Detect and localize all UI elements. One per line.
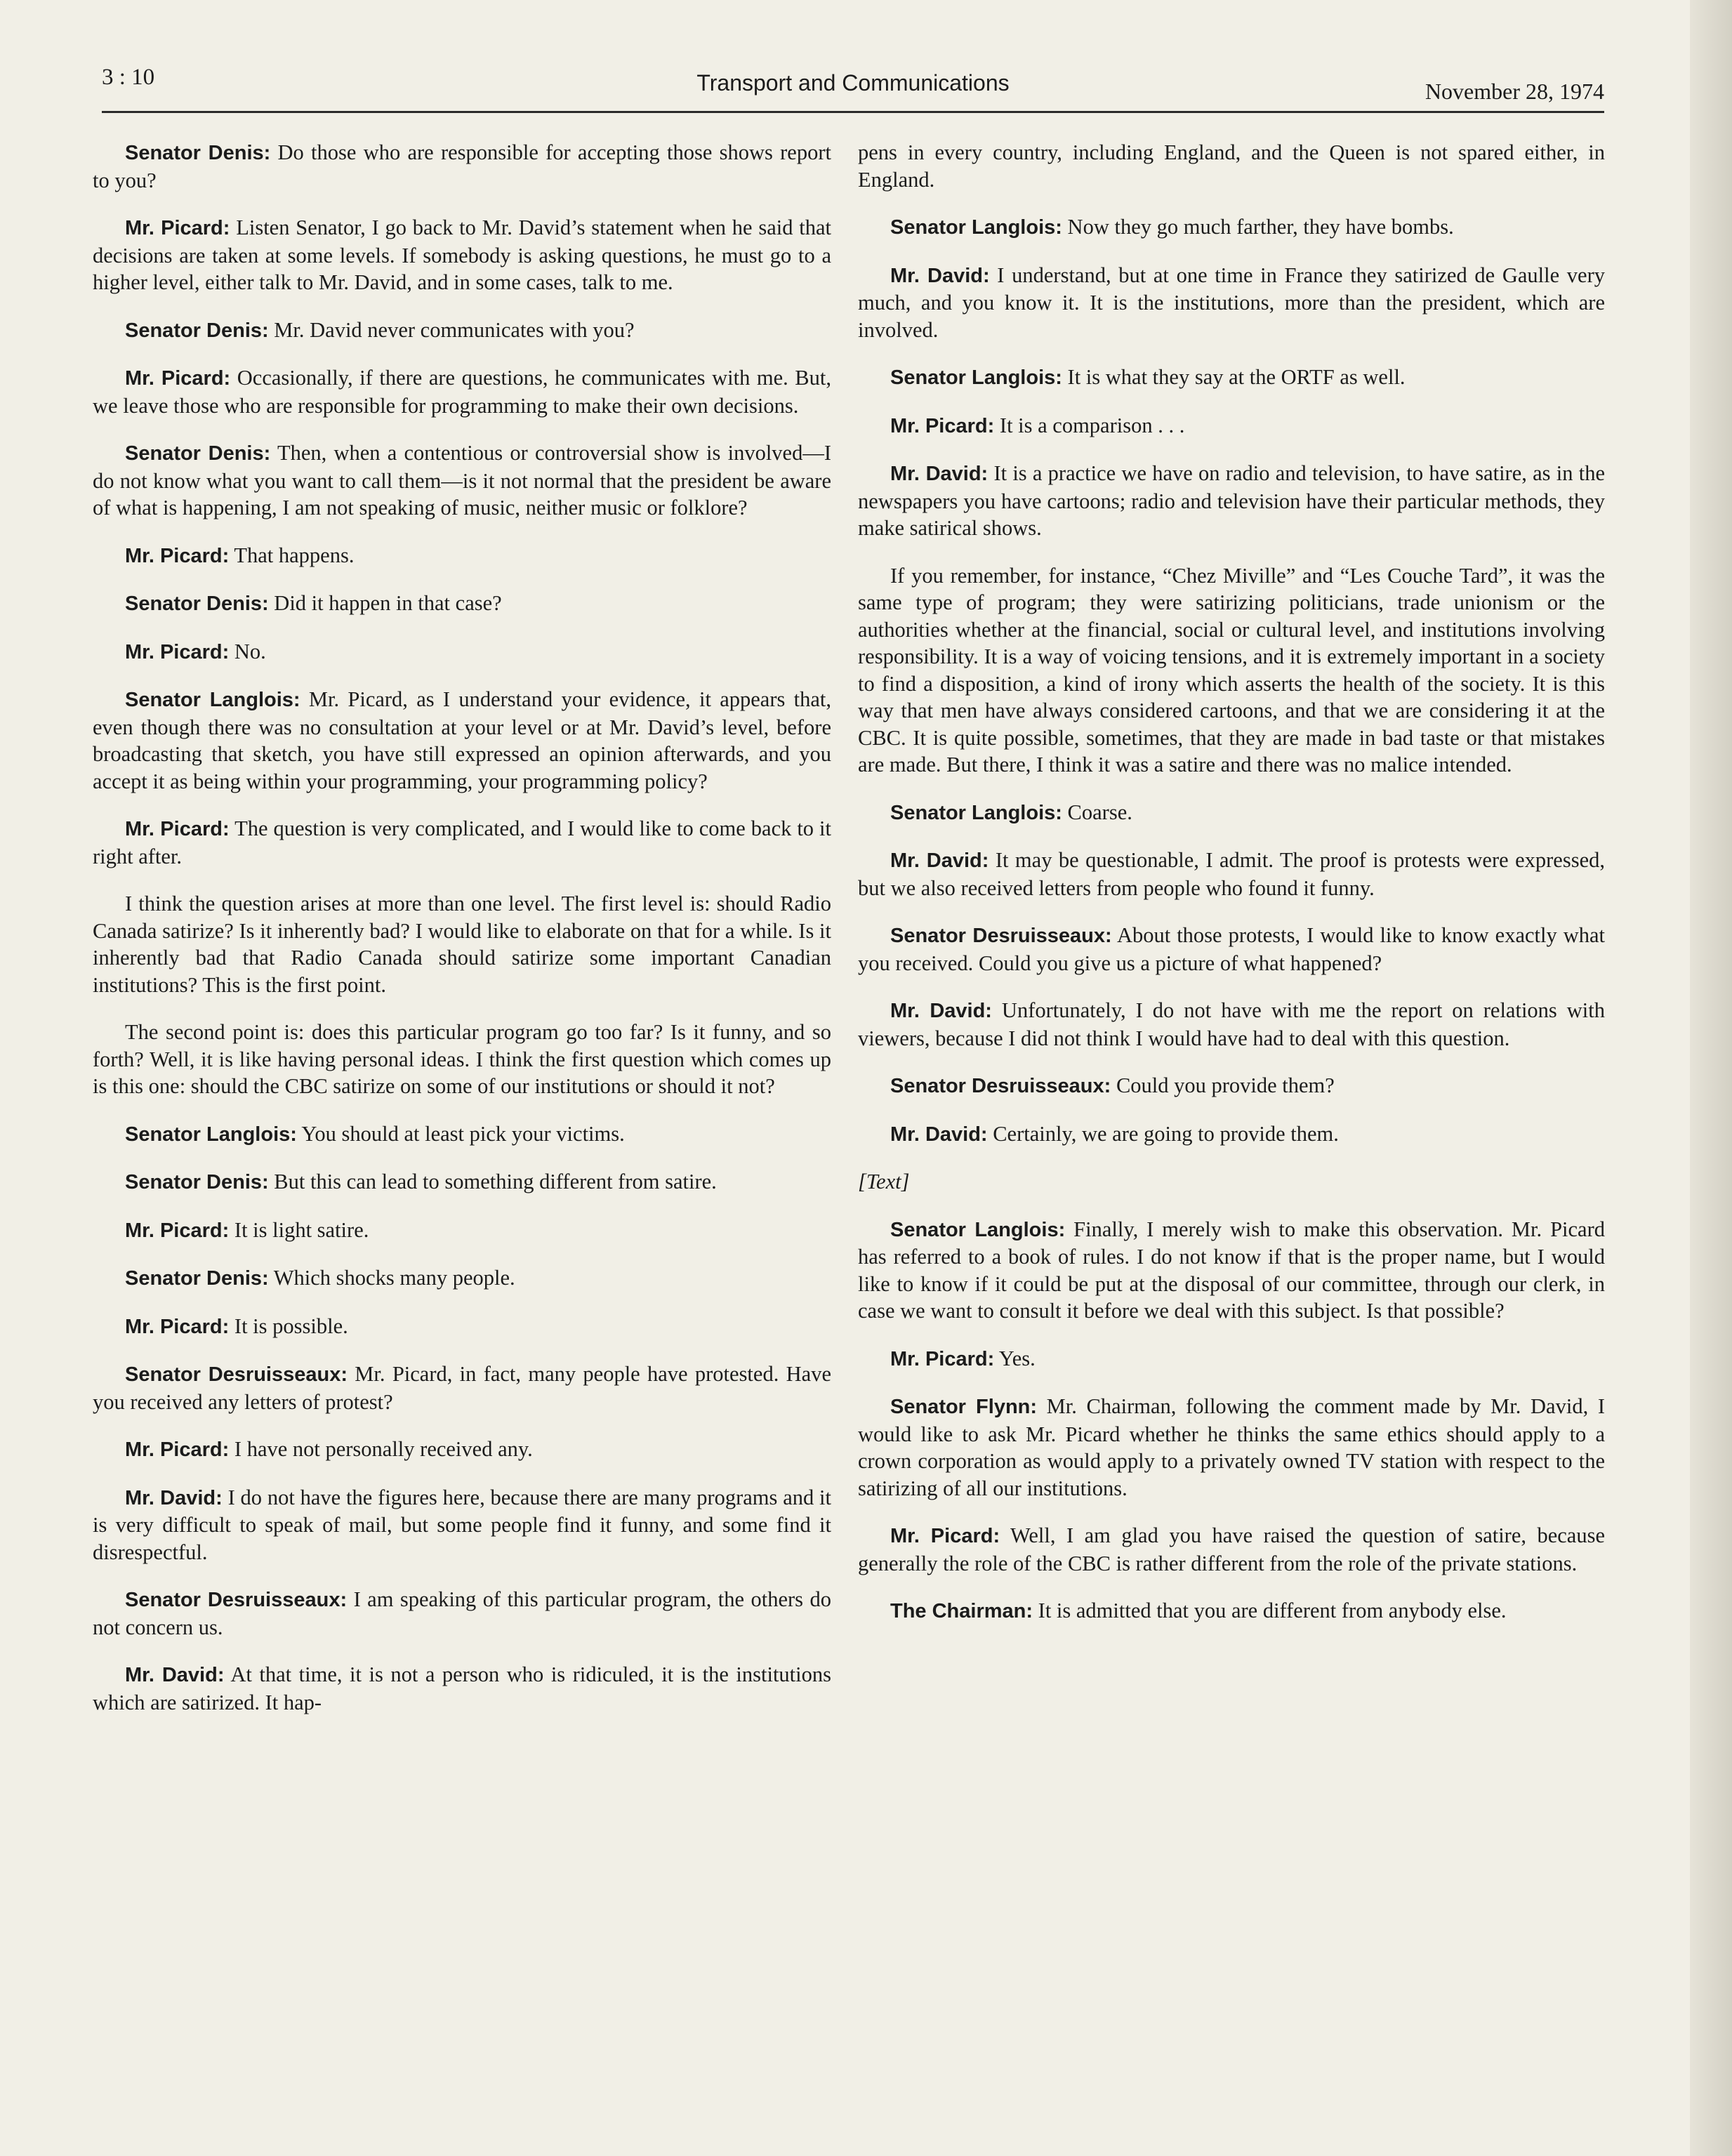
transcript-paragraph [858, 460, 1605, 542]
paragraph-text: pens in every country, including England, and the Queen is not spared either, in England. [858, 140, 1605, 192]
paragraph-text: Did it happen in that case? [268, 591, 502, 615]
transcript-paragraph [93, 1361, 831, 1415]
paragraph-text: Finally, I merely wish to make this observation. Mr. Picard has referred to a book of rules. I do not know if that is the proper name, but I would like to know if it could be put at the disposal of our committee, through our clerk, in case we want to consult it before we deal with this subject. Is that possible? [858, 1217, 1606, 1323]
paragraph-text: Certainly, we are going to provide them. [987, 1121, 1339, 1146]
speaker-name: Senator Denis: [125, 142, 271, 164]
transcript-paragraph [858, 1597, 1605, 1625]
speaker-name: The Chairman: [890, 1600, 1033, 1622]
transcript-paragraph [93, 1019, 831, 1100]
paragraph-text: I am speaking of this particular program, the others do not concern us. [93, 1587, 831, 1639]
speaker-name: Mr. Picard: [890, 1525, 1000, 1547]
transcript-paragraph [93, 1120, 831, 1149]
transcript-paragraph [858, 847, 1605, 901]
paragraph-text: I do not have the figures here, because there are many programs and it is very difficult to speak of mail, but some people find it funny, and some find it disrespectful. [93, 1485, 831, 1564]
speaker-name: Mr. Picard: [125, 1439, 230, 1461]
speaker-name: Mr. David: [890, 1000, 992, 1022]
transcript-paragraph [858, 364, 1605, 392]
left-column [93, 139, 831, 1736]
paragraph-text: Listen Senator, I go back to Mr. David’s statement when he said that decisions are taken at some levels. If somebody is asking questions, he must go to a higher level, either talk to Mr. David, and in some cases, talk to me. [93, 216, 831, 294]
transcript-paragraph [858, 799, 1605, 827]
transcript-paragraph [858, 262, 1605, 344]
speaker-name: Mr. Picard: [125, 1315, 230, 1338]
page-edge [1690, 0, 1732, 2156]
speaker-name: Senator Langlois: [125, 689, 300, 711]
paragraph-text: Mr. Chairman, following the comment made by Mr. David, I would like to ask Mr. Picard whether he thinks the same ethics should apply to a crown corporation as would apply to a privately owned TV station with respect to the satirizing of all our institutions. [858, 1394, 1605, 1500]
paragraph-text: Occasionally, if there are questions, he communicates with me. But, we leave those who are responsible for programming to make their own decisions. [93, 366, 831, 418]
paragraph-text: Yes. [994, 1346, 1036, 1370]
speaker-name: Senator Langlois: [125, 1123, 297, 1146]
transcript-paragraph [858, 139, 1605, 193]
paragraph-text: The second point is: does this particular program go too far? Is it funny, and so forth? Well, it is like having personal ideas. I think the first question which comes up is this one: should the CBC satirize on some of our institutions or should it not? [93, 1020, 831, 1098]
transcript-paragraph [93, 1313, 831, 1341]
speaker-name: Mr. Picard: [125, 217, 230, 239]
paragraph-text: It is admitted that you are different from anybody else. [1033, 1599, 1507, 1622]
speaker-name: Senator Flynn: [890, 1396, 1038, 1418]
speaker-name: Mr. Picard: [890, 414, 995, 437]
transcript-paragraph [93, 686, 831, 795]
page-header [102, 65, 1604, 113]
speaker-name: Senator Langlois: [890, 216, 1062, 239]
paragraph-text: That happens. [229, 543, 355, 567]
transcript-paragraph [93, 815, 831, 870]
speaker-name: Senator Langlois: [890, 366, 1062, 389]
transcript-paragraph [858, 1345, 1605, 1373]
speaker-name: Mr. David: [890, 264, 990, 287]
paragraph-text: Now they go much farther, they have bombs. [1062, 215, 1454, 239]
paragraph-text: About those protests, I would like to know exactly what you received. Could you give us a picture of what happened? [858, 923, 1605, 975]
speaker-name: Senator Denis: [125, 442, 271, 465]
speaker-name: Senator Langlois: [890, 1218, 1066, 1241]
speaker-name: Mr. David: [125, 1664, 225, 1686]
transcript-paragraph [93, 638, 831, 666]
transcript-paragraph [858, 1522, 1605, 1577]
transcript-paragraph [93, 1264, 831, 1292]
speaker-name: Mr. David: [890, 1123, 988, 1146]
paragraph-text: Then, when a contentious or controversial show is involved—I do not know what you want to call them—is it not normal that the president be aware of what is happening, I am not speaking of music, neither music or folklore? [93, 441, 831, 520]
paragraph-text: Which shocks many people. [268, 1266, 515, 1290]
transcript-paragraph [93, 1436, 831, 1464]
paragraph-text: I understand, but at one time in France they satirized de Gaulle very much, and you know it. It is the institutions, more than the president, which are involved. [858, 263, 1605, 342]
paragraph-text: No. [229, 639, 266, 663]
transcript-paragraph [858, 922, 1605, 977]
transcript-paragraph [858, 997, 1605, 1052]
paragraph-text: It is a comparison . . . [994, 413, 1185, 437]
transcript-paragraph [858, 562, 1605, 779]
paragraph-text: I have not personally received any. [229, 1437, 533, 1461]
transcript-paragraph [93, 439, 831, 522]
transcript-paragraph [93, 1586, 831, 1641]
transcript-paragraph [93, 542, 831, 570]
transcript-paragraph [858, 1216, 1605, 1325]
speaker-name: Senator Denis: [125, 1171, 269, 1193]
speaker-name: Mr. Picard: [125, 1219, 230, 1242]
paragraph-text: If you remember, for instance, “Chez Miville” and “Les Couche Tard”, it was the same type of program; they were satirizing politicians, trade unionism or the authorities whether at the financial, social or cultural level, and institutions involving responsibility. It is a way of voicing tensions, and it is extremely important in a society to find a disposition, a kind of irony which asserts the health of the society. It is this way that men have always considered cartoons, and that we are considering it at the CBC. It is quite possible, sometimes, that they are made in bad taste or that mistakes are made. But there, I think it was a satire and there was no malice intended. [858, 563, 1605, 776]
paragraph-text: Mr. Picard, as I understand your evidence, it appears that, even though there was no consultation at your level or at Mr. David’s level, before broadcasting that sketch, you have still expressed an opinion afterwards, and you accept it as being within your programming, your programming policy? [93, 687, 831, 793]
speaker-name: Mr. Picard: [890, 1347, 995, 1370]
running-title: Transport and Communications [696, 70, 1010, 95]
speaker-name: Mr. David: [890, 849, 989, 872]
speaker-name: Mr. Picard: [125, 367, 231, 390]
speaker-name: Senator Denis: [125, 319, 269, 342]
transcript-paragraph [858, 412, 1605, 440]
paragraph-text: Unfortunately, I do not have with me the report on relations with viewers, because I did not think I would have had to deal with this question. [858, 998, 1605, 1050]
speaker-name: Mr. David: [125, 1486, 223, 1509]
transcript-paragraph [93, 1168, 831, 1196]
paragraph-text: At that time, it is not a person who is ridiculed, it is the institutions which are satirized. It hap- [93, 1662, 831, 1714]
section-note [858, 1168, 1605, 1196]
paragraph-text: It may be questionable, I admit. The proof is protests were expressed, but we also received letters from people who found it funny. [858, 848, 1605, 900]
paragraph-text: You should at least pick your victims. [296, 1121, 625, 1146]
speaker-name: Senator Desruisseaux: [125, 1363, 348, 1386]
paragraph-text: But this can lead to something different from satire. [268, 1170, 717, 1193]
transcript-paragraph [93, 1661, 831, 1716]
transcript-paragraph [93, 364, 831, 419]
speaker-name: Mr. Picard: [125, 818, 230, 840]
transcript-paragraph [93, 1484, 831, 1566]
paragraph-text: It is a practice we have on radio and television, to have satire, as in the newspapers you have cartoons; radio and television have their particular methods, they make satirical shows. [858, 461, 1605, 540]
paragraph-text: The question is very complicated, and I would like to come back to it right after. [93, 816, 831, 868]
paragraph-text: Well, I am glad you have raised the question of satire, because generally the role of the CBC is rather different from the role of the private stations. [858, 1523, 1605, 1575]
speaker-name: Senator Desruisseaux: [890, 925, 1112, 947]
transcript-paragraph [93, 317, 831, 345]
speaker-name: Senator Langlois: [890, 801, 1062, 824]
page-number: 3 : 10 [102, 65, 155, 90]
transcript-paragraph [93, 139, 831, 194]
speaker-name: Senator Denis: [125, 593, 269, 615]
speaker-name: Senator Desruisseaux: [125, 1589, 348, 1611]
speaker-name: Senator Desruisseaux: [890, 1075, 1111, 1097]
paragraph-text: It is light satire. [229, 1217, 369, 1242]
transcript-paragraph [858, 1393, 1605, 1502]
paragraph-text: It is what they say at the ORTF as well. [1062, 365, 1406, 389]
transcript-paragraph [858, 1072, 1605, 1100]
transcript-paragraph [93, 590, 831, 618]
speaker-name: Senator Denis: [125, 1267, 269, 1290]
paragraph-text: Could you provide them? [1111, 1073, 1335, 1097]
speaker-name: Mr. David: [890, 463, 989, 485]
transcript-paragraph [858, 213, 1605, 242]
header-date: November 28, 1974 [1424, 79, 1604, 104]
paragraph-text: Mr. Picard, in fact, many people have protested. Have you received any letters of protest? [93, 1362, 831, 1414]
speaker-name: Mr. Picard: [125, 640, 230, 663]
paragraph-text: Do those who are responsible for accepting those shows report to you? [93, 140, 831, 192]
transcript-paragraph [858, 1120, 1605, 1149]
paragraph-text: [Text] [858, 1170, 910, 1193]
paragraph-text: I think the question arises at more than one level. The first level is: should Radio Canada satirize? Is it inherently bad? I would like to elaborate on that for a while. Is it inherently bad that Radio Canada should satirize some important Canadian institutions? This is the first point. [93, 892, 831, 997]
transcript-paragraph [93, 890, 831, 998]
paragraph-text: Mr. David never communicates with you? [268, 317, 635, 342]
transcript-paragraph [93, 214, 831, 296]
right-column [858, 139, 1605, 1646]
paragraph-text: It is possible. [229, 1314, 348, 1338]
transcript-paragraph [93, 1217, 831, 1245]
speaker-name: Mr. Picard: [125, 544, 230, 567]
paragraph-text: Coarse. [1062, 800, 1132, 824]
